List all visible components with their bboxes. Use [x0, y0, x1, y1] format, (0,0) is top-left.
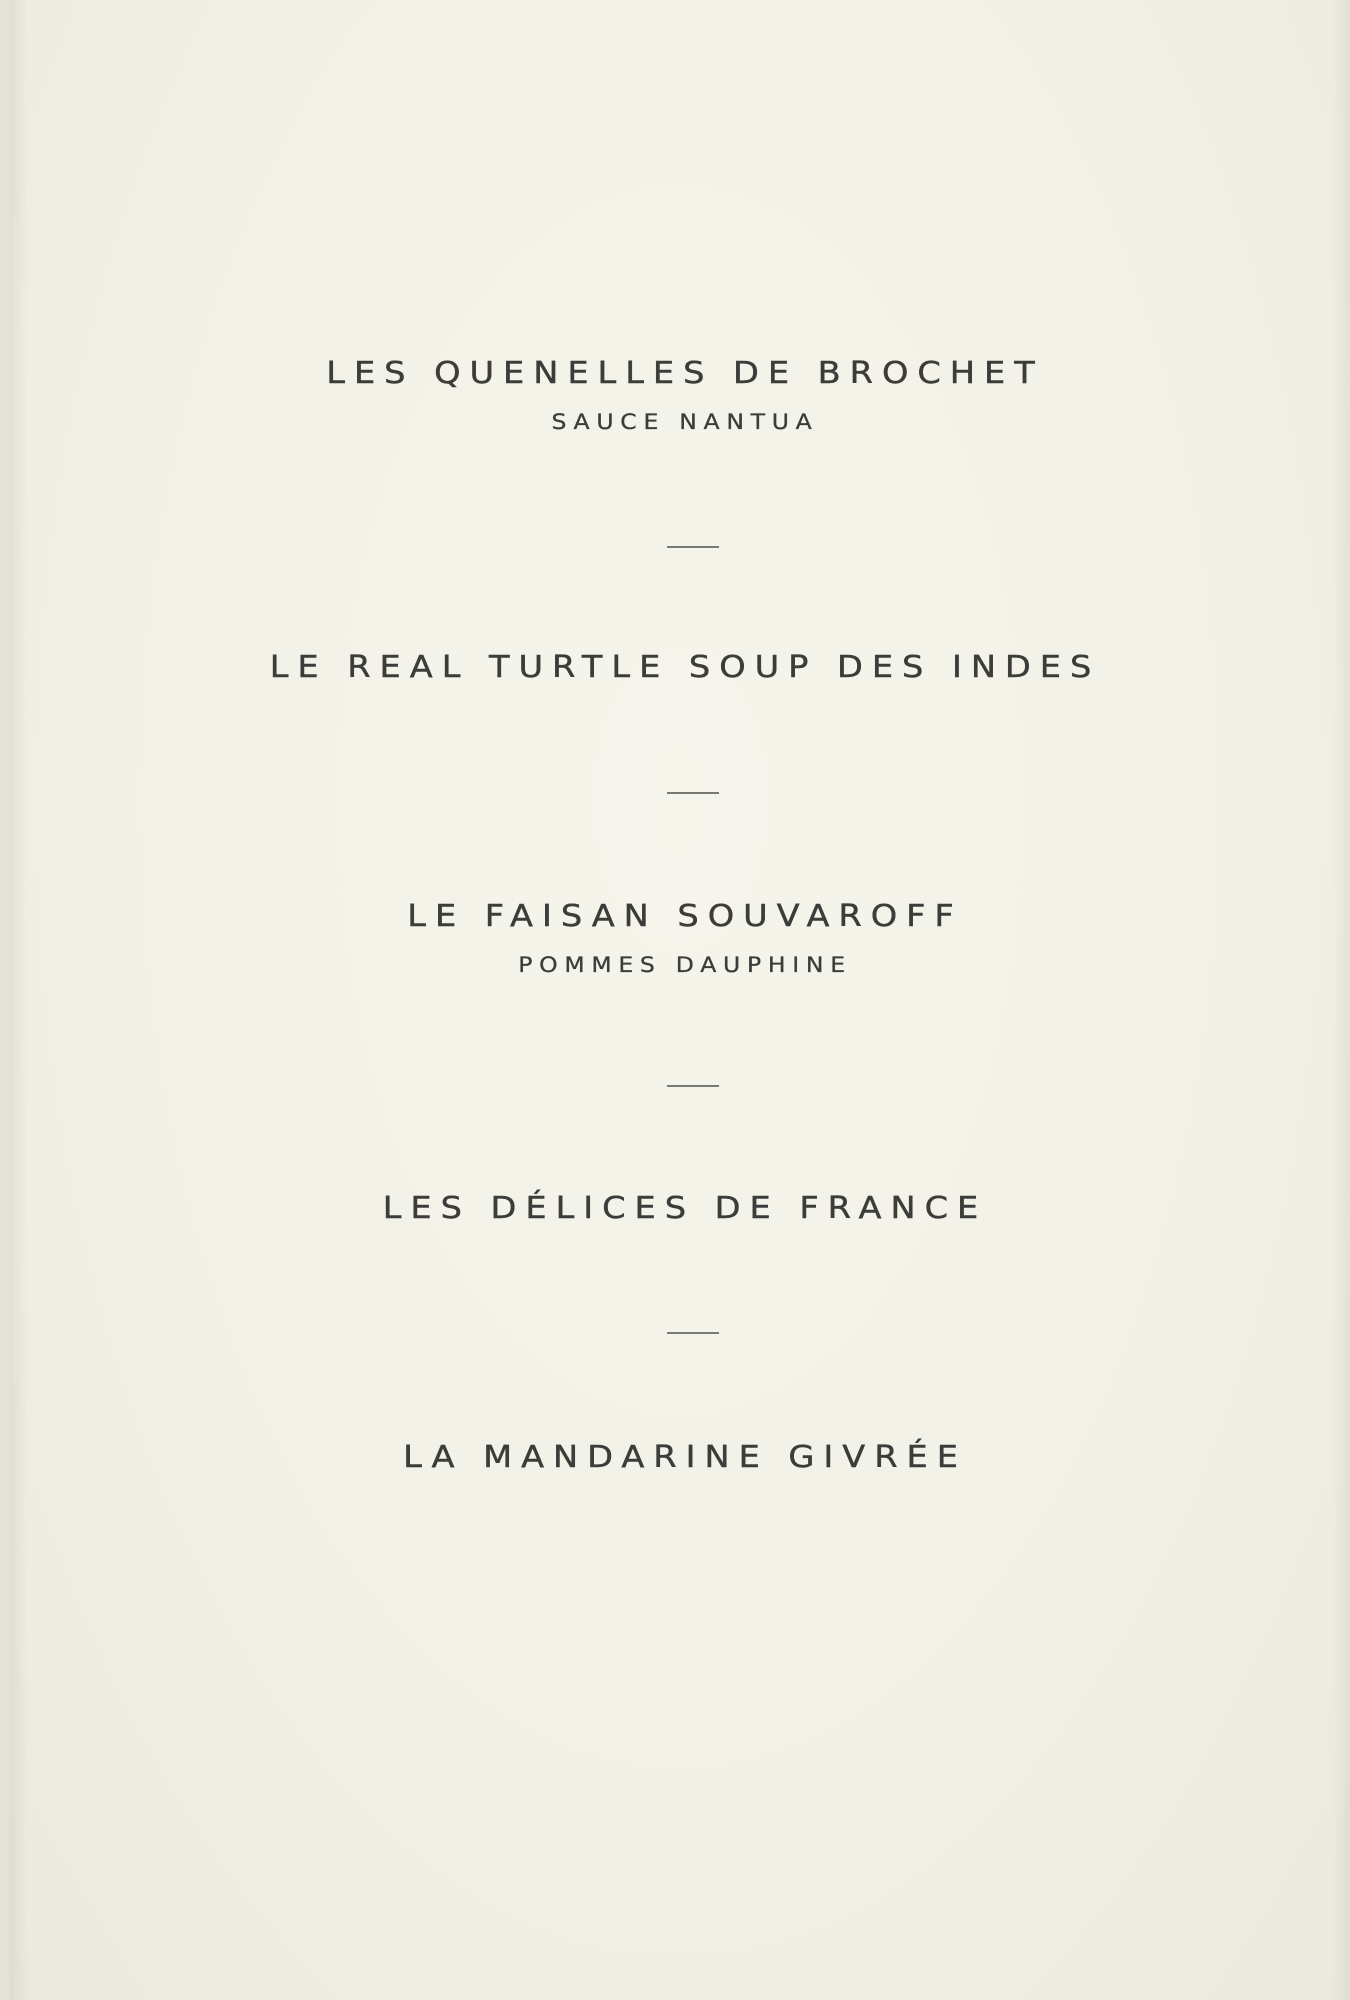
course-separator-2: [667, 792, 719, 794]
course-3-dish: LE FAISAN SOUVAROFF: [407, 899, 963, 934]
course-2-dish: LE REAL TURTLE SOUP DES INDES: [269, 650, 1101, 685]
course-separator-3: [667, 1085, 719, 1087]
course-5-dish: LA MANDARINE GIVRÉE: [403, 1440, 967, 1475]
menu-list: [10, 0, 1350, 2000]
course-separator-4: [667, 1332, 719, 1334]
course-3-accompaniment: POMMES DAUPHINE: [518, 953, 852, 977]
course-1-accompaniment: SAUCE NANTUA: [551, 410, 819, 434]
course-separator-1: [667, 546, 719, 548]
course-1-dish: LES QUENELLES DE BROCHET: [326, 356, 1044, 391]
course-4-dish: LES DÉLICES DE FRANCE: [382, 1191, 988, 1226]
